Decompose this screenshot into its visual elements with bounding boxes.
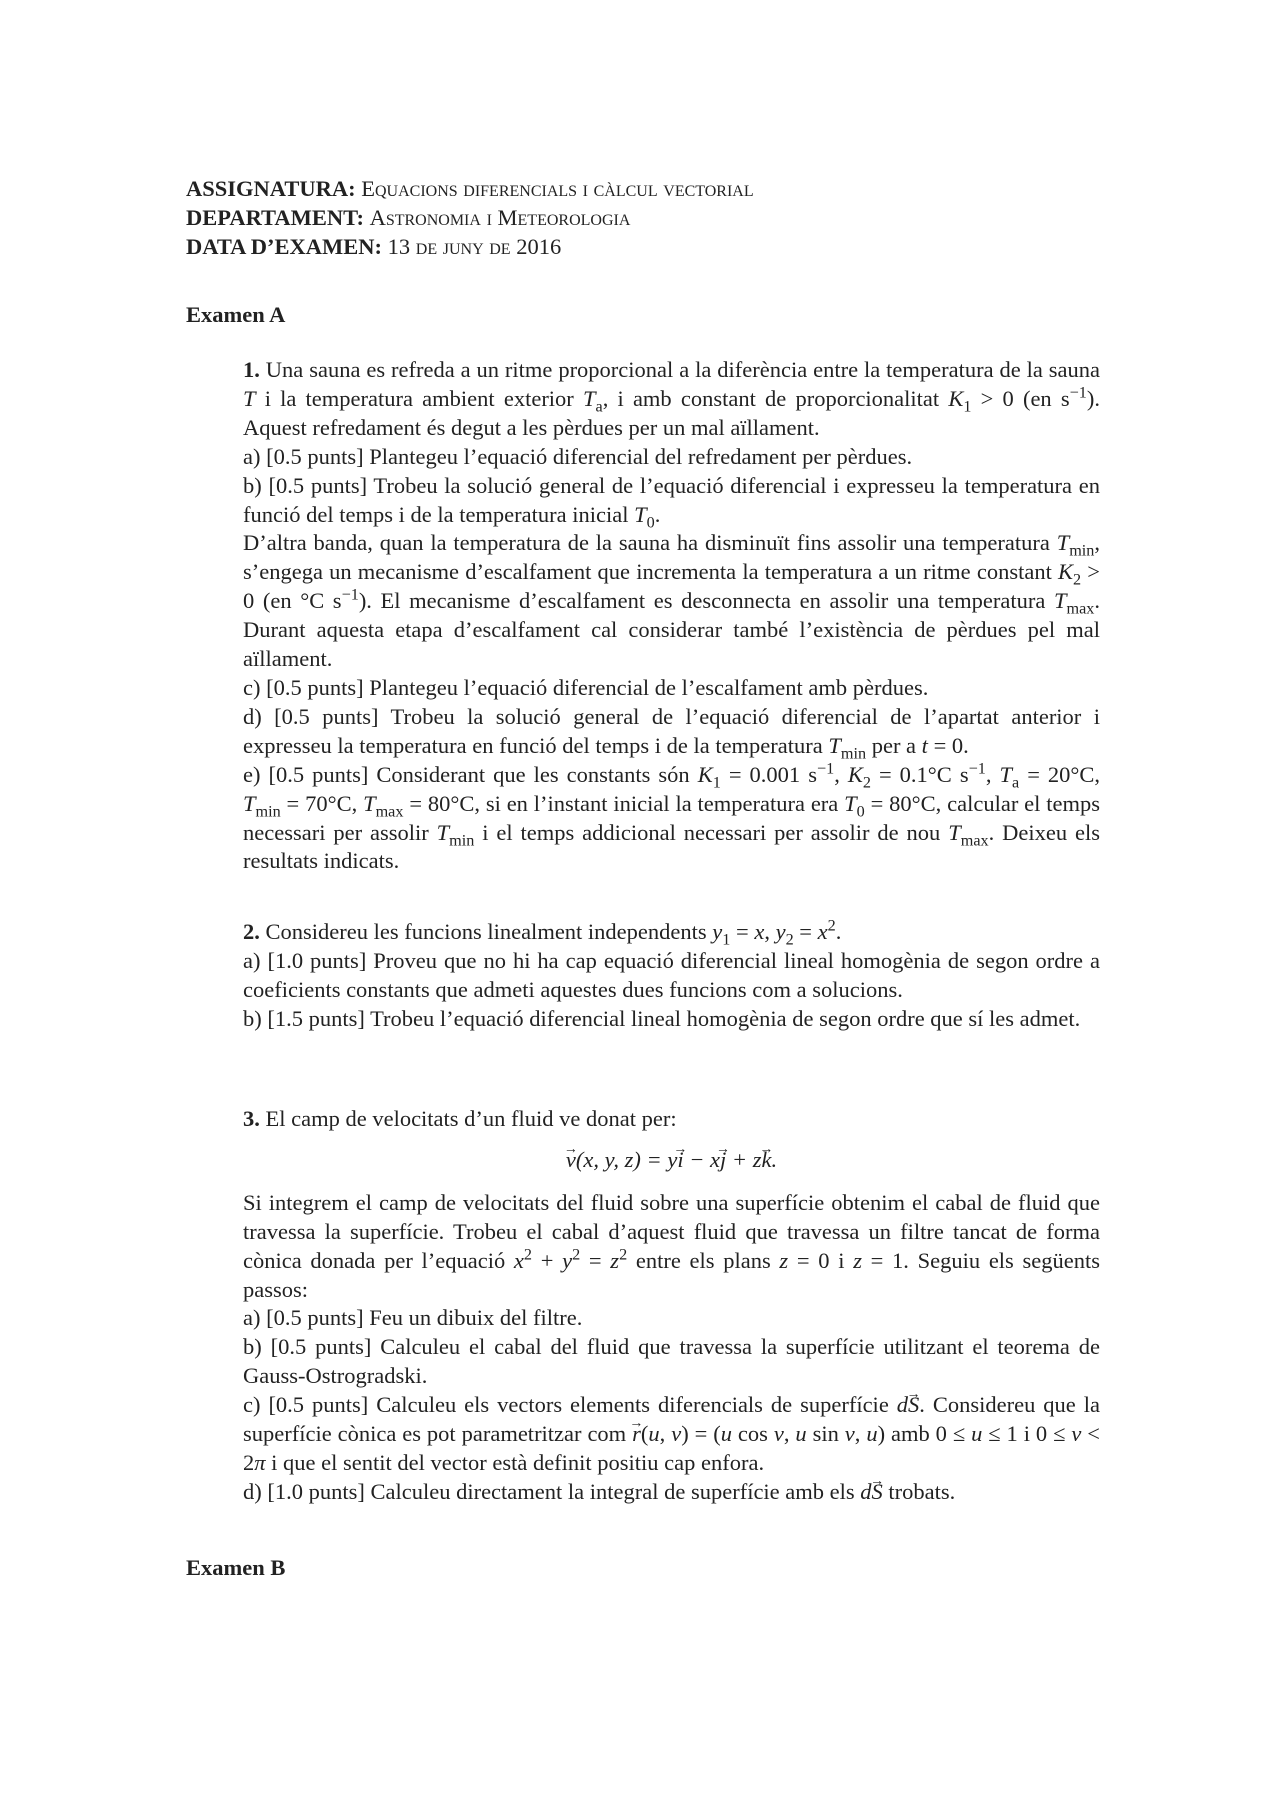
problem-1-text: Una sauna es refreda a un ritme proporcional a la diferència entre la temperatura de la sauna <box>265 357 1101 382</box>
problem-2-number: 2. <box>243 919 260 944</box>
problem-3-text: . Seguiu els següents passos: <box>243 1247 1100 1302</box>
problem-1-part-e-text: , calcular el temps necessari per assolir <box>243 790 1100 845</box>
problem-1-number: 1. <box>243 357 260 382</box>
problem-1-part-e-text: . Deixeu els resultats indicats. <box>243 819 1101 874</box>
date-value: 13 de juny de 2016 <box>387 234 562 259</box>
problem-3-number: 3. <box>243 1106 260 1131</box>
problem-3-part-c-text: amb <box>890 1421 930 1447</box>
problem-1-text: D’altra banda, quan la temperatura de la sauna ha disminuït fins assolir una temperatura <box>243 530 1050 556</box>
problem-2-part-a: a) [1.0 punts] Proveu que no hi ha cap equació diferencial lineal homogènia de segon ordre a coeficients constants que admeti aquestes dues funcions com a solucions. <box>243 947 1100 1002</box>
exam-a-title: Examen A <box>186 302 286 327</box>
department-value: Astronomia i Meteorologia <box>369 205 631 230</box>
problem-3-text: Si integrem el camp de velocitats del fluid sobre una superfície obtenim el cabal de fluid que travessa la superfície. Trobeu el cabal d’aquest fluid que travessa un filtre tancat de forma cònica donada per l’equació <box>243 1189 1100 1273</box>
subject-value: Equacions diferencials i càlcul vectorial <box>361 176 754 201</box>
problem-3-text: El camp de velocitats d’un fluid ve donat per: <box>265 1106 677 1131</box>
problem-3-part-c-text: . Considereu que la superfície cònica es pot parametritzar com <box>243 1392 1100 1447</box>
problem-1-text: (en °C s <box>262 588 342 614</box>
problem-1-part-e: e) [0.5 punts] Considerant que les constants són $K_1 = 0.001$ $s^{-1}$, $K_2 = 0.1^\circ C$ $s^{-1}$, $T_a = 20^\circ C$, $T_{min} = 70^\circ C$, $T_{max} = 80^\circ C$, si en l’instant inicial la temperatura era $T_0 = 80^\circ C$, calcular el temps necessari per assolir $T_{min}$ i el temps addicional necessari per assolir de nou $T_{max}$. Deixeu els resultats indicats. <box>243 759 1101 874</box>
problem-1-part-d-text: per a <box>871 732 917 758</box>
problem-1-text: ). El mecanisme d’escalfament es desconnecta en assolir una temperatura <box>358 588 1046 614</box>
problem-3-text-block: Si integrem el camp de velocitats del fluid sobre una superfície obtenim el cabal de fluid que travessa la superfície. Trobeu el cabal d’aquest fluid que travessa un filtre tancat de forma cònica donada per l’equació $x^2 + y^2 = z^2$ entre els plans z = 0 i z = 1. Seguiu els següents passos: <box>243 1189 1100 1302</box>
problem-3-part-b: b) [0.5 punts] Calculeu el cabal del fluid que travessa la superfície utilitzant el teorema de Gauss-Ostrogradski. <box>243 1334 1100 1389</box>
problem-3-part-a: a) [0.5 punts] Feu un dibuix del filtre. <box>243 1305 583 1331</box>
exam-header <box>186 174 754 261</box>
problem-1-part-a: a) [0.5 punts] Plantegeu l’equació diferencial del refredament per pèrdues. <box>243 443 913 469</box>
problem-3 <box>243 1105 1100 1507</box>
problem-3-intro <box>243 1105 1100 1134</box>
problem-2-text: Considereu les funcions linealment independents <box>265 919 707 944</box>
problem-3-part-c-text: i <box>1023 1421 1030 1447</box>
exam-b-title: Examen B <box>186 1555 286 1580</box>
problem-1-middle: D’altra banda, quan la temperatura de la sauna ha disminuït fins assolir una temperatura $T_{min}$, s’engega un mecanisme d’escalfament que incrementa la temperatura a un ritme constant $K_2 > 0$ (en °C $s^{-1}$). El mecanisme d’escalfament es desconnecta en assolir una temperatura $T_{max}$. Durant aquesta etapa d’escalfament cal considerar també l’existència de pèrdues pel mal aïllament. <box>243 530 1101 672</box>
date-label: DATA D’EXAMEN: <box>186 234 383 259</box>
subject-label: ASSIGNATURA: <box>186 176 356 201</box>
problem-1 <box>243 356 1100 876</box>
department-label: DEPARTAMENT: <box>186 205 364 230</box>
problem-3-part-c-text: c) [0.5 punts] Calculeu els vectors elements diferencials de superfície <box>243 1392 889 1418</box>
problem-3-part-d: d) [1.0 punts] Calculeu directament la integral de superfície amb els d→ S trobats. <box>243 1478 1100 1507</box>
problem-3-part-d-text: d) [1.0 punts] Calculeu directament la integral de superfície amb els <box>243 1478 855 1504</box>
problem-3-part-d-text: trobats. <box>888 1478 956 1504</box>
problem-2-intro: 2. Considereu les funcions linealment independents $y_1 = x$, $y_2 = x^2$. <box>243 916 842 949</box>
problem-1-part-c: c) [0.5 punts] Plantegeu l’equació diferencial de l’escalfament amb pèrdues. <box>243 674 929 700</box>
problem-2 <box>243 918 1100 1034</box>
problem-2-part-b: b) [1.5 punts] Trobeu l’equació diferencial lineal homogènia de segon ordre que sí les admet. <box>243 1005 1081 1031</box>
problem-1-text: , s’engega un mecanisme d’escalfament que incrementa la temperatura a un ritme constant <box>243 530 1101 585</box>
problem-3-text: entre els plans <box>635 1247 771 1273</box>
subject-row <box>186 174 754 203</box>
date-row <box>186 232 754 261</box>
problem-1-text: , i amb constant de proporcionalitat <box>602 385 940 411</box>
problem-1-text: (en s <box>1022 385 1070 411</box>
problem-1-part-d: d) [0.5 punts] Trobeu la solució general de l’equació diferencial de l’apartat anterior i expresseu la temperatura en funció del temps i de la temperatura $T_{min}$ per a t = 0. <box>243 703 1100 763</box>
problem-1-text: i la temperatura ambient exterior <box>264 385 574 411</box>
velocity-field-equation: → v(x, y, z) = y→ i − x→ j + z→ k. <box>243 1146 1100 1175</box>
problem-1-part-b: b) [0.5 punts] Trobeu la solució general de l’equació diferencial i expresseu la temperatura en funció del temps i de la temperatura inicial $T_0$. <box>243 472 1100 532</box>
problem-1-text: . Durant aquesta etapa d’escalfament cal considerar també l’existència de pèrdues pel mal aïllament. <box>243 588 1100 672</box>
problem-3-text: i <box>838 1247 845 1273</box>
problem-1-part-e-text: si en l’instant inicial la temperatura era <box>485 790 839 816</box>
problem-1-intro: 1. Una sauna es refreda a un ritme proporcional a la diferència entre la temperatura de la sauna T i la temperatura ambient exterior $T_a$, i amb constant de proporcionalitat $K_1 > 0$ (en $s^{-1}$). Aquest refredament és degut a les pèrdues per un mal aïllament. <box>243 357 1101 440</box>
problem-1-part-d-text: d) [0.5 punts] Trobeu la solució general de l’equació diferencial de l’apartat anterior i expresseu la temperatura en funció del temps i de la temperatura <box>243 703 1100 758</box>
problem-1-text: ). Aquest refredament és degut a les pèrdues per un mal aïllament. <box>243 385 1100 440</box>
department-row <box>186 203 754 232</box>
problem-1-part-b-text: b) [0.5 punts] Trobeu la solució general de l’equació diferencial i expresseu la temperatura en funció del temps i de la temperatura inicial <box>243 472 1100 527</box>
problem-1-part-e-text: i el temps addicional necessari per assolir de nou <box>482 819 941 845</box>
problem-1-part-e-text: e) [0.5 punts] Considerant que les constants són <box>243 761 690 787</box>
problem-3-part-c-text: i que el sentit del vector està definit positiu cap enfora. <box>271 1449 765 1475</box>
problem-3-part-c: c) [0.5 punts] Calculeu els vectors elements diferencials de superfície d→ S. Considereu que la superfície cònica es pot parametritzar com → r(u, v) = (u cos v, u sin v, u) amb 0 ≤ u ≤ 1 i 0 ≤ v < 2π i que el sentit del vector està definit positiu cap enfora. <box>243 1391 1100 1478</box>
